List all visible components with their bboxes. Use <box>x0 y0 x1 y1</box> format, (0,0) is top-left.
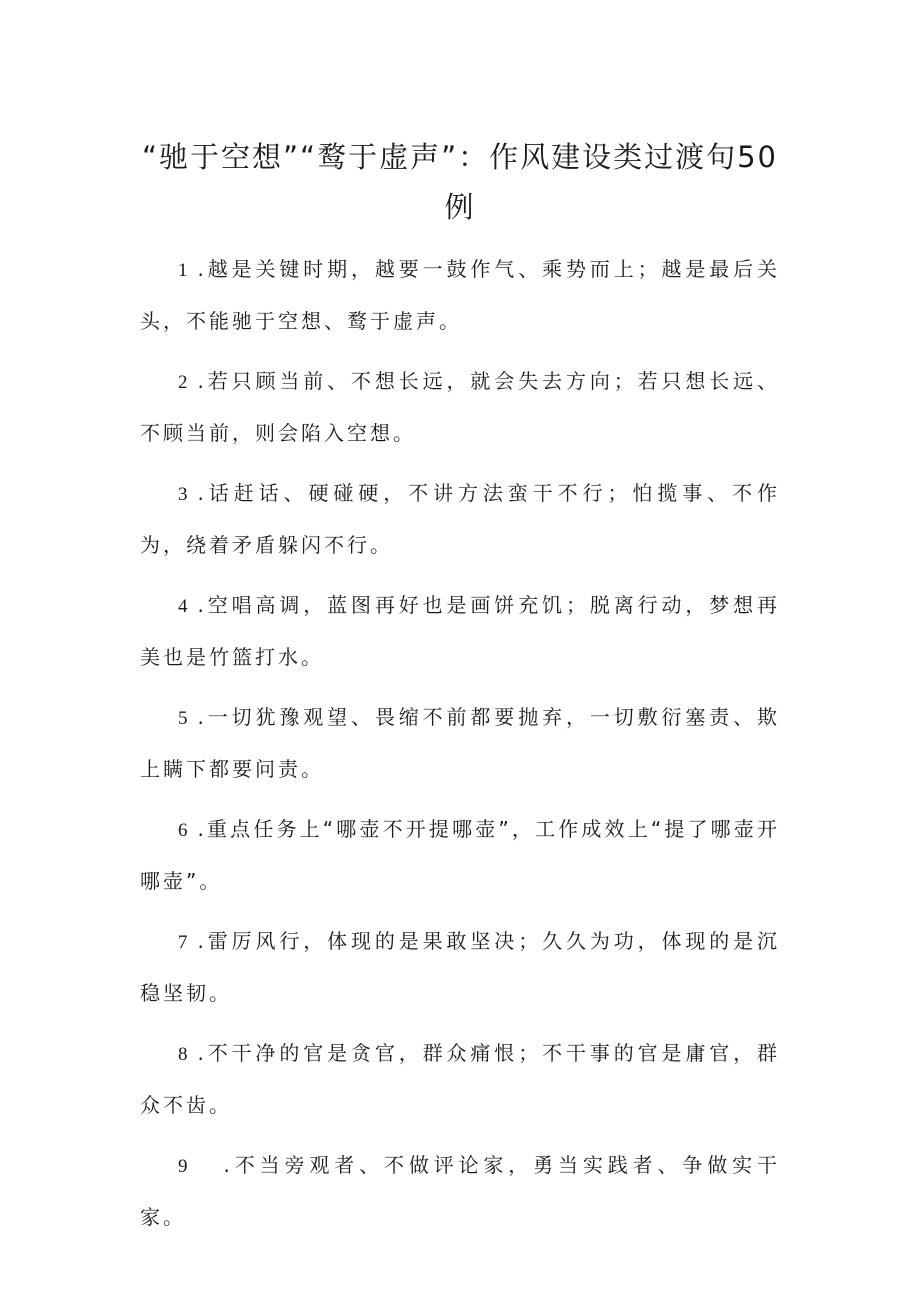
item-number: 3 <box>178 484 188 505</box>
item-text: .雷厉风行，体现的是果敢坚决；久久为功，体现的是沉稳坚韧。 <box>140 929 780 1005</box>
item-text: .若只顾当前、不想长远，就会失去方向；若只想长远、不顾当前，则会陷入空想。 <box>140 369 780 445</box>
item-number: 4 <box>178 596 188 617</box>
item-text: .越是关键时期，越要一鼓作气、乘势而上；越是最后关头，不能驰于空想、鹜于虚声。 <box>140 257 780 333</box>
list-item <box>140 468 780 570</box>
transition-sentence-list <box>140 244 780 1252</box>
item-text: .不干净的官是贪官，群众痛恨；不干事的官是庸官，群众不齿。 <box>140 1041 780 1117</box>
list-item <box>140 916 780 1018</box>
item-number: 9 <box>178 1156 188 1177</box>
item-text: .不当旁观者、不做评论家，勇当实践者、争做实干家。 <box>140 1153 780 1229</box>
list-item <box>140 1028 780 1130</box>
item-text: .重点任务上“哪壶不开提哪壶”，工作成效上“提了哪壶开哪壶”。 <box>140 817 780 893</box>
document-title: “驰于空想”“鹜于虚声”：作风建设类过渡句50例 <box>142 140 778 224</box>
item-text: .话赶话、硬碰硬，不讲方法蛮干不行；怕揽事、不作为，绕着矛盾躲闪不行。 <box>140 481 780 557</box>
item-number: 6 <box>178 820 188 841</box>
item-number: 2 <box>178 372 188 393</box>
list-item <box>140 1140 780 1242</box>
item-number: 7 <box>178 932 188 953</box>
item-number: 8 <box>178 1044 188 1065</box>
item-number: 5 <box>178 708 188 729</box>
list-item <box>140 356 780 458</box>
list-item <box>140 692 780 794</box>
list-item <box>140 804 780 906</box>
item-text: .空唱高调，蓝图再好也是画饼充饥；脱离行动，梦想再美也是竹篮打水。 <box>140 593 780 669</box>
list-item <box>140 580 780 682</box>
item-text: .一切犹豫观望、畏缩不前都要抛弃，一切敷衍塞责、欺上瞒下都要问责。 <box>140 705 780 781</box>
list-item <box>140 244 780 346</box>
item-number: 1 <box>178 260 188 281</box>
